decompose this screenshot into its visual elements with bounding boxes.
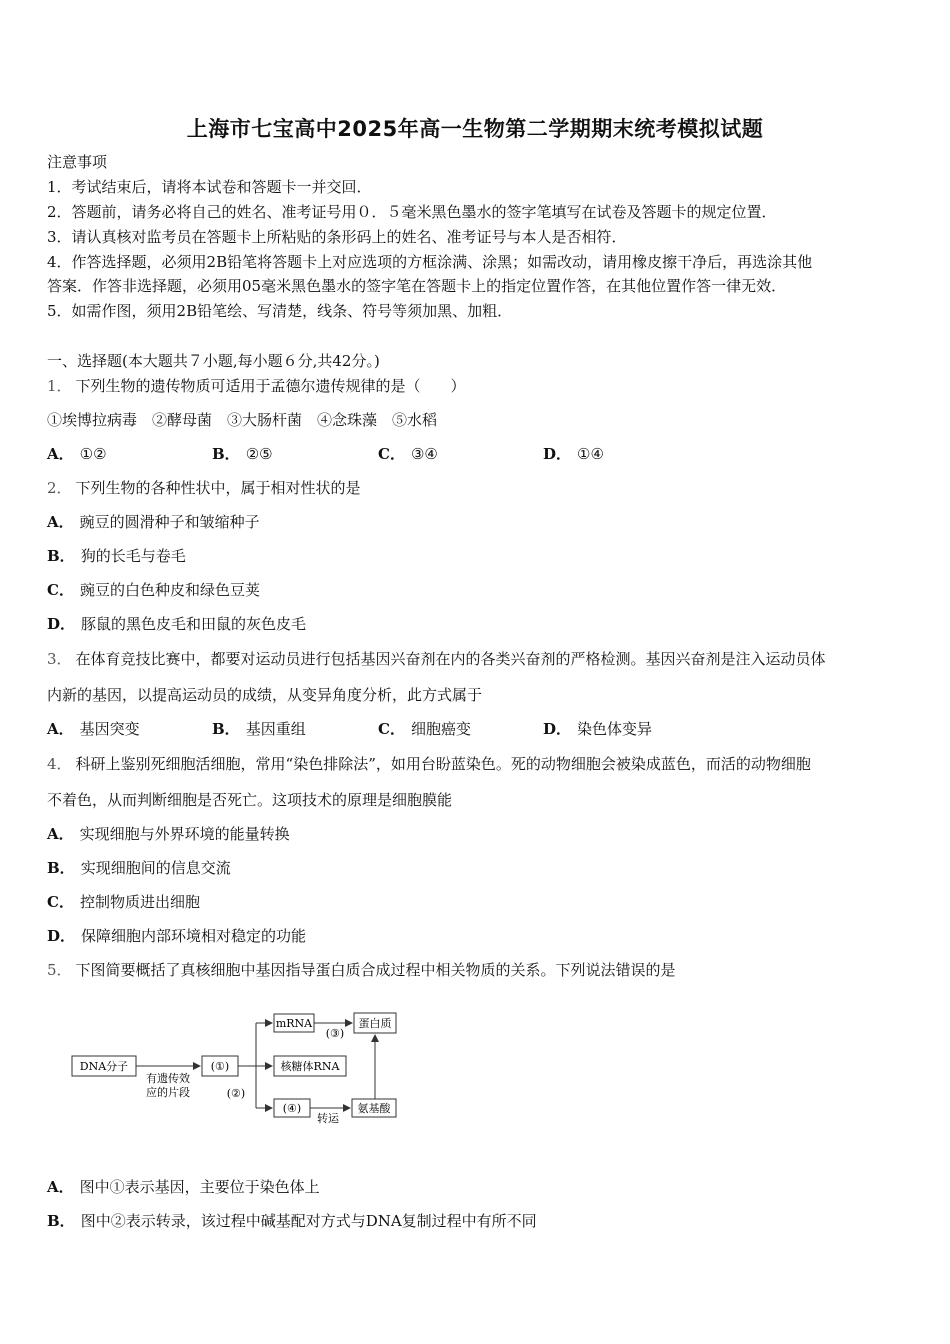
question-5 — [47, 960, 676, 980]
question-2 — [47, 478, 361, 498]
node-1-label: (①) — [210, 1060, 230, 1073]
option-text: 实现细胞与外界环境的能量转换 — [79, 825, 290, 843]
option-a — [47, 719, 140, 739]
option-d — [543, 719, 652, 739]
option-text: 基因突变 — [79, 720, 140, 738]
question-stem: 科研上鉴别死细胞活细胞，常用“染色排除法”，如用台盼蓝染色。死的动物细胞会被染成蓝色，而活的动物细胞 — [75, 755, 811, 773]
option-text: 图中②表示转录，该过程中碱基配对方式与DNA复制过程中有所不同 — [80, 1212, 537, 1230]
section-heading: 一、选择题(本大题共７小题,每小题６分,共42分。) — [47, 352, 380, 370]
notice-item: 2．答题前，请务必将自己的姓名、准考证号用０．５毫米黑色墨水的签字笔填写在试卷及答题卡的规定位置． — [47, 203, 777, 221]
option-b — [47, 858, 231, 878]
option-label: B． — [212, 445, 240, 463]
option-c — [47, 892, 200, 912]
option-d — [47, 614, 306, 634]
question-stem: 下图简要概括了真核细胞中基因指导蛋白质合成过程中相关物质的关系。下列说法错误的是 — [75, 961, 676, 979]
dna-label: DNA分子 — [79, 1060, 129, 1073]
option-b — [47, 546, 186, 566]
option-text: 保障细胞内部环境相对稳定的功能 — [81, 927, 307, 945]
option-c — [47, 580, 260, 600]
option-label: B． — [47, 859, 75, 877]
option-label: A． — [47, 445, 74, 463]
question-4 — [47, 754, 811, 774]
option-text: 控制物质进出细胞 — [79, 893, 200, 911]
option-text: 豌豆的白色种皮和绿色豆荚 — [79, 581, 260, 599]
question-stem: 在体育竞技比赛中，都要对运动员进行包括基因兴奋剂在内的各类兴奋剂的严格检测。基因兴奋剂是注入运动员体 — [75, 650, 826, 668]
segment-label-1: 有遗传效 — [146, 1072, 190, 1085]
option-label: A． — [47, 720, 74, 738]
notice-item: 答案．作答非选择题，必须用05毫米黑色墨水的签字笔在答题卡上的指定位置作答，在其他位置作答一律无效． — [47, 277, 787, 295]
option-b — [212, 444, 273, 464]
option-label: B． — [212, 720, 240, 738]
node-2-label: (②) — [226, 1087, 246, 1100]
transport-label: 转运 — [317, 1112, 339, 1125]
notice-item: 1．考试结束后，请将本试卷和答题卡一并交回． — [47, 178, 372, 196]
option-label: B． — [47, 1212, 75, 1230]
option-label: C． — [378, 445, 405, 463]
notice-item: 4．作答选择题，必须用2B铅笔将答题卡上对应选项的方框涂满、涂黑；如需改动，请用橡皮擦干净后，再选涂其他 — [47, 253, 813, 271]
option-text: 豚鼠的黑色皮毛和田鼠的灰色皮毛 — [81, 615, 307, 633]
question-stem: 下列生物的遗传物质可适用于孟德尔遗传规律的是（ ） — [75, 377, 466, 395]
mrna-label: mRNA — [275, 1017, 313, 1030]
segment-label-2: 应的片段 — [146, 1086, 190, 1099]
option-c — [378, 444, 438, 464]
question-number: 5． — [47, 961, 72, 979]
option-label: D． — [543, 445, 572, 463]
option-text: ①② — [79, 445, 107, 463]
gene-expression-diagram — [60, 1005, 410, 1125]
option-label: D． — [47, 615, 76, 633]
option-c — [378, 719, 471, 739]
page-title: 上海市七宝高中2025年高一生物第二学期期末统考模拟试题 — [186, 117, 764, 141]
option-label: D． — [543, 720, 572, 738]
amino-acid-label: 氨基酸 — [357, 1102, 391, 1115]
option-text: 狗的长毛与卷毛 — [80, 547, 186, 565]
node-3-label: (③) — [325, 1027, 345, 1040]
notice-item: 3．请认真核对监考员在答题卡上所粘贴的条形码上的姓名、准考证号与本人是否相符． — [47, 228, 627, 246]
question-3 — [47, 649, 826, 669]
option-label: C． — [378, 720, 405, 738]
question-number: 2． — [47, 479, 72, 497]
question-1-items: ①埃博拉病毒 ②酵母菌 ③大肠杆菌 ④念珠藻 ⑤水稻 — [47, 411, 438, 429]
notice-heading: 注意事项 — [47, 153, 108, 171]
option-text: ②⑤ — [245, 445, 273, 463]
option-text: ③④ — [410, 445, 438, 463]
node-4-label: (④) — [282, 1102, 302, 1115]
option-label: A． — [47, 825, 74, 843]
question-number: 4． — [47, 755, 72, 773]
option-label: A． — [47, 513, 74, 531]
option-label: C． — [47, 581, 74, 599]
option-d — [543, 444, 604, 464]
question-1 — [47, 376, 466, 396]
option-text: 豌豆的圆滑种子和皱缩种子 — [79, 513, 260, 531]
option-text: 图中①表示基因，主要位于染色体上 — [79, 1178, 320, 1196]
option-text: 实现细胞间的信息交流 — [80, 859, 231, 877]
option-label: A． — [47, 1178, 74, 1196]
option-d — [47, 926, 306, 946]
option-text: 细胞癌变 — [410, 720, 471, 738]
question-stem-continued: 内新的基因，以提高运动员的成绩，从变异角度分析，此方式属于 — [47, 686, 483, 704]
option-text: 基因重组 — [245, 720, 306, 738]
option-a — [47, 1177, 320, 1197]
question-number: 3． — [47, 650, 72, 668]
option-label: B． — [47, 547, 75, 565]
rrna-label: 核糖体RNA — [280, 1060, 340, 1073]
protein-label: 蛋白质 — [358, 1017, 392, 1030]
question-stem-continued: 不着色，从而判断细胞是否死亡。这项技术的原理是细胞膜能 — [47, 791, 453, 809]
option-text: 染色体变异 — [577, 720, 653, 738]
option-label: C． — [47, 893, 74, 911]
option-a — [47, 512, 260, 532]
question-number: 1． — [47, 377, 72, 395]
notice-item: 5．如需作图，须用2B铅笔绘、写清楚，线条、符号等须加黑、加粗． — [47, 302, 513, 320]
option-b — [47, 1211, 537, 1231]
option-a — [47, 824, 290, 844]
option-text: ①④ — [577, 445, 604, 463]
question-stem: 下列生物的各种性状中，属于相对性状的是 — [75, 479, 361, 497]
option-b — [212, 719, 306, 739]
option-a — [47, 444, 107, 464]
option-label: D． — [47, 927, 76, 945]
